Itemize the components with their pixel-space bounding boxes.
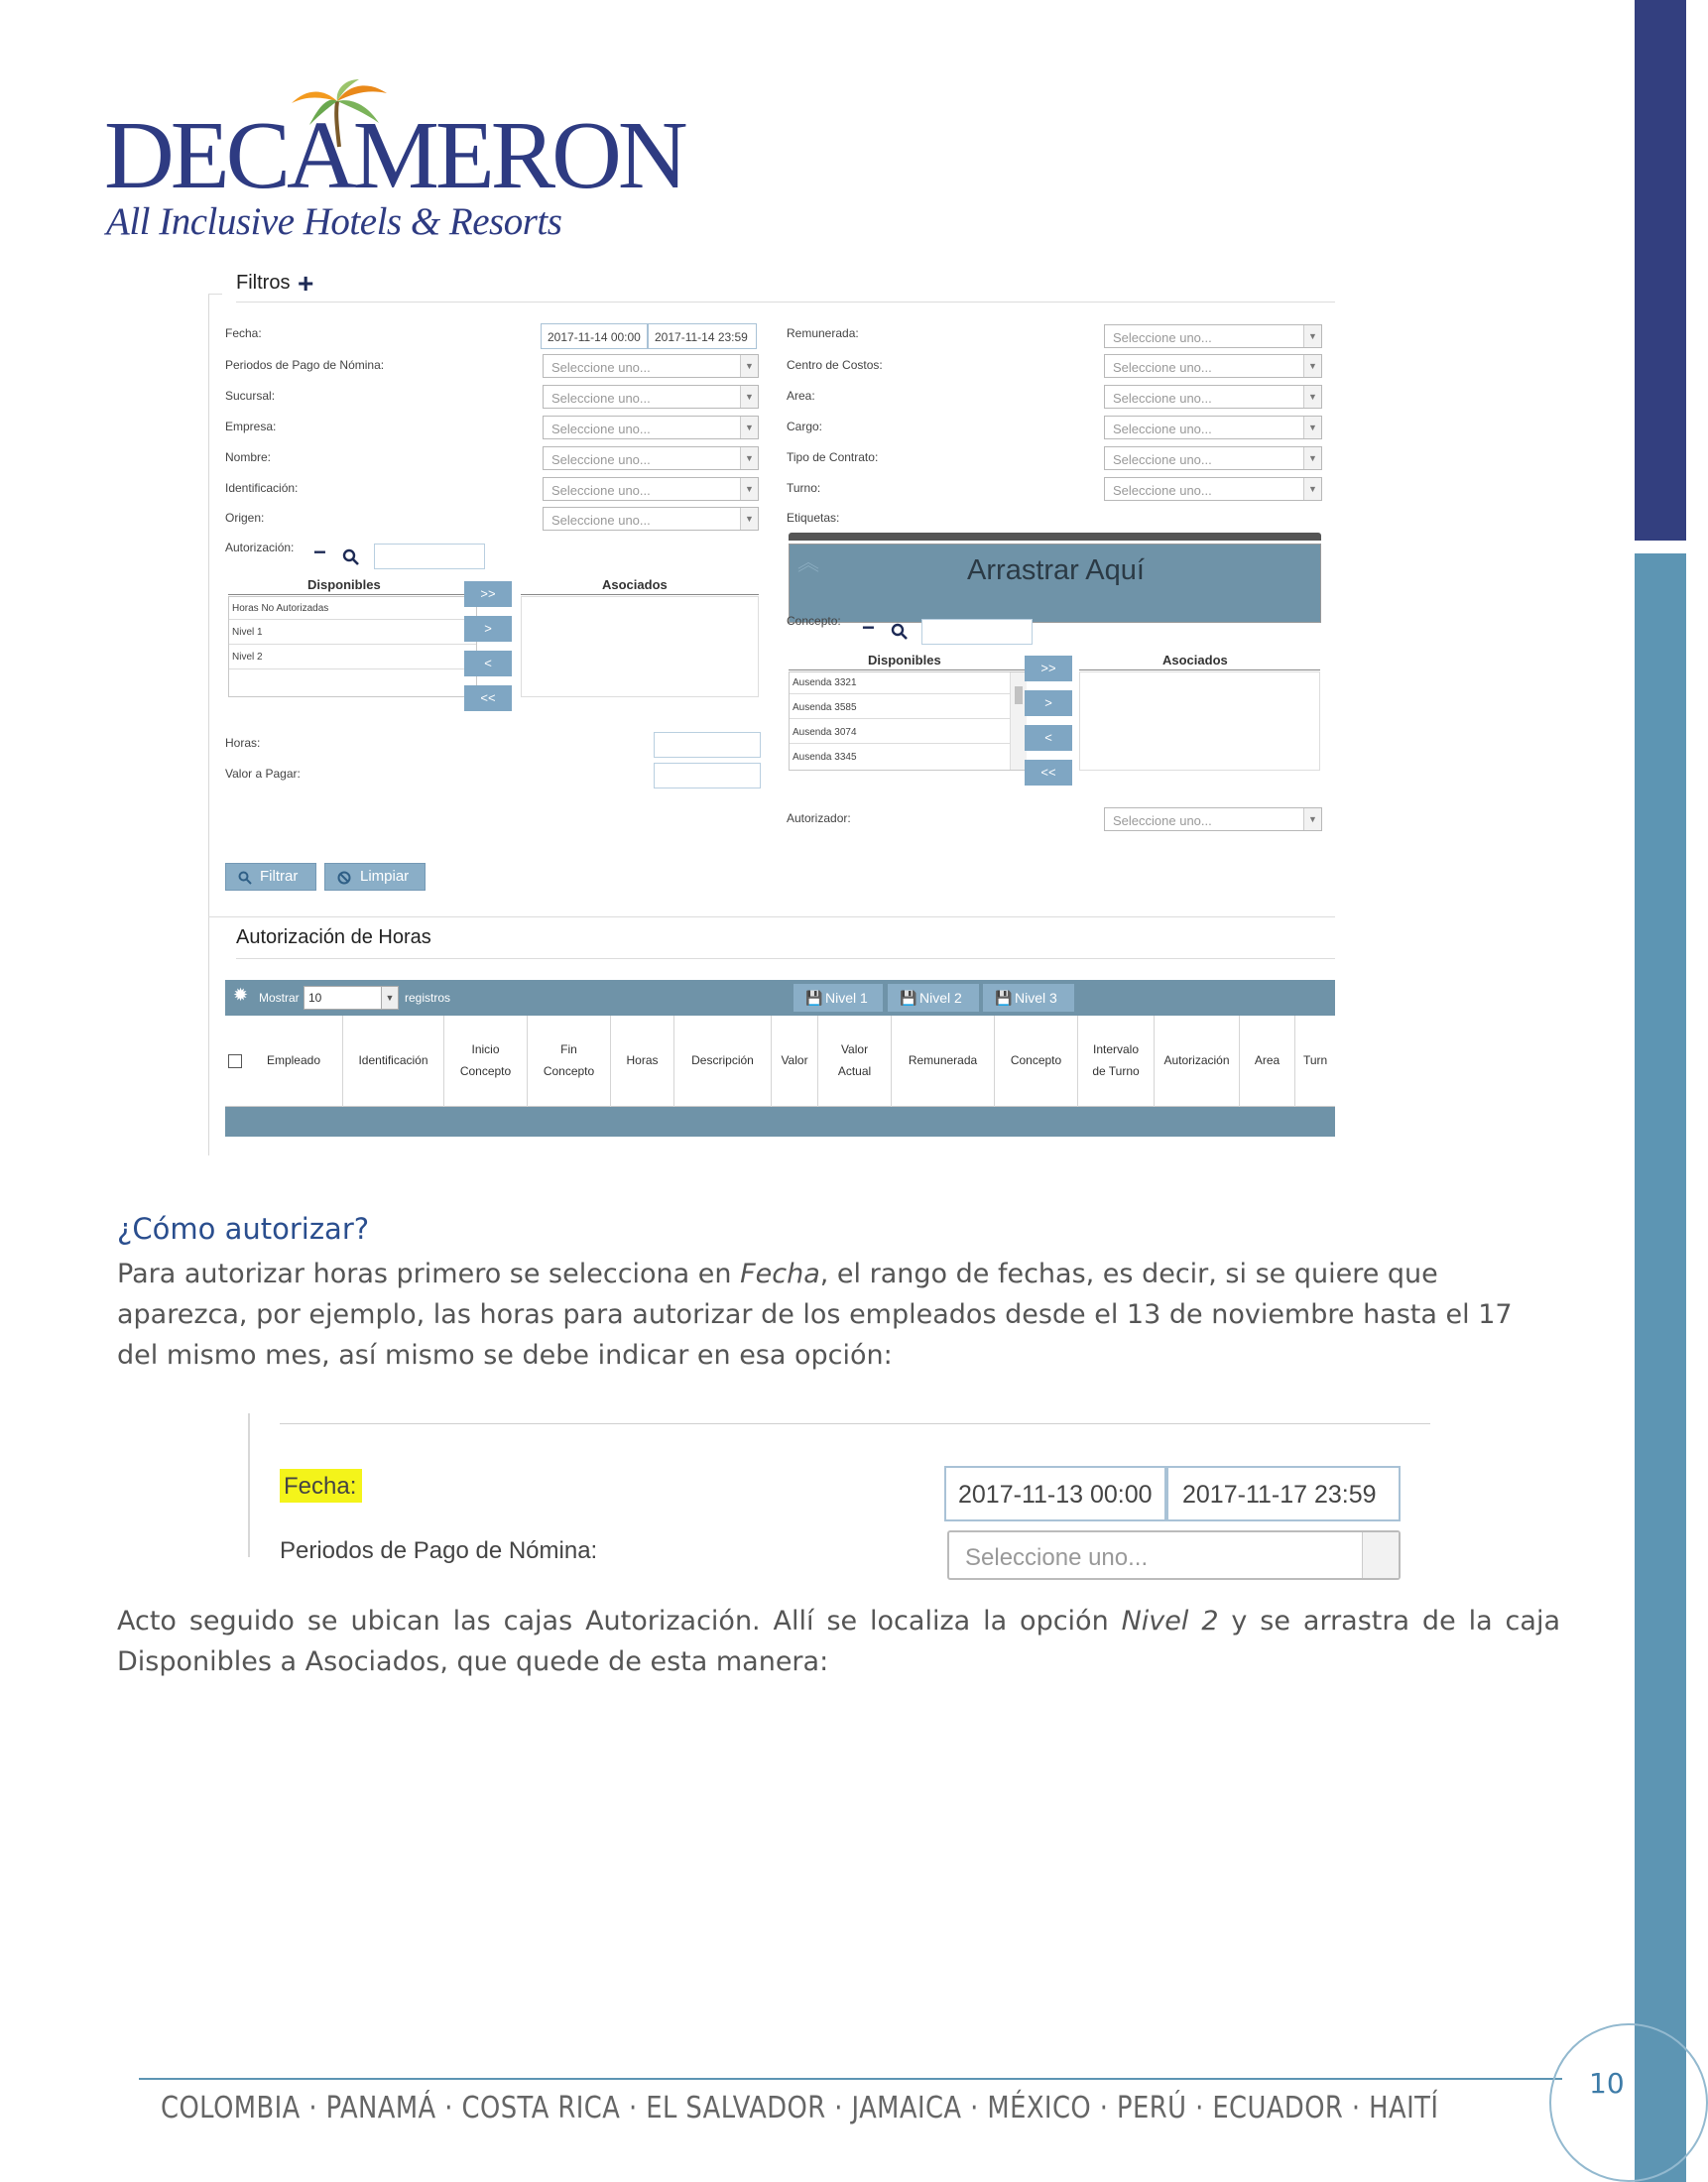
concepto-disponibles-list[interactable] — [789, 671, 1027, 771]
auth-disponibles-header: Disponibles — [307, 577, 381, 592]
chevron-down-icon: ▼ — [1303, 447, 1321, 469]
filtrar-button[interactable]: Filtrar — [225, 863, 316, 891]
logo-tagline: All Inclusive Hotels & Resorts — [106, 200, 562, 243]
page-size-select[interactable]: 10 ▼ — [304, 986, 399, 1010]
label-tipo-contrato: Tipo de Contrato: — [787, 450, 879, 464]
col-area[interactable]: Area — [1240, 1016, 1295, 1107]
paragraph-1: Para autorizar horas primero se selecciona en Fecha, el rango de fechas, es decir, si se quiere que aparezca, por ejemplo, las horas para autorizar de los empleados desde el 13 de noviembre hasta el 17 del mismo mes, así mismo se debe indicar en esa opción: — [117, 1259, 1513, 1371]
footer-divider — [139, 2078, 1562, 2080]
chevron-down-icon: ▼ — [381, 987, 398, 1009]
list-item[interactable]: Ausenda 3074 — [793, 727, 857, 738]
move-right-button[interactable]: > — [464, 616, 512, 642]
label-turno: Turno: — [787, 481, 821, 495]
autorizacion-search-input[interactable] — [374, 544, 485, 569]
label-empresa: Empresa: — [225, 420, 277, 433]
list-item[interactable]: Ausenda 3345 — [793, 752, 857, 763]
empresa-select[interactable]: Seleccione uno... ▼ — [543, 416, 759, 439]
filters-title: Filtros — [236, 272, 291, 294]
etiquetas-drop-zone[interactable] — [789, 544, 1321, 623]
section-heading: ¿Cómo autorizar? — [117, 1212, 370, 1246]
auth-disponibles-list[interactable] — [228, 596, 477, 697]
search-icon[interactable] — [342, 548, 360, 566]
col-fin-concepto[interactable]: Fin Concepto — [528, 1016, 611, 1107]
label-nombre: Nombre: — [225, 450, 272, 464]
chevron-down-icon: ▼ — [1303, 386, 1321, 408]
page-number-circle — [1549, 2023, 1708, 2182]
col-intervalo-turno[interactable]: Intervalo de Turno — [1078, 1016, 1155, 1107]
label-identificacion: Identificación: — [225, 481, 299, 495]
turno-select[interactable]: Seleccione uno... ▼ — [1104, 477, 1322, 501]
sidebar-dark-stripe — [1635, 0, 1686, 541]
label-area: Area: — [787, 389, 815, 403]
date-from-input[interactable]: 2017-11-14 00:00 — [541, 323, 648, 349]
expand-plus-icon[interactable]: + — [298, 268, 314, 299]
footer-countries: COLOMBIA · PANAMÁ · COSTA RICA · EL SALVADOR · JAMAICA · MÉXICO · PERÚ · ECUADOR · HAITÍ — [161, 2091, 1439, 2125]
auth-asociados-header: Asociados — [602, 577, 668, 592]
col-empleado[interactable]: Empleado — [245, 1016, 343, 1107]
list-item[interactable]: Ausenda 3585 — [793, 702, 857, 713]
collapse-minus-icon[interactable]: − — [313, 540, 326, 564]
nivel-1-button[interactable]: 💾 Nivel 1 — [793, 984, 883, 1012]
centro-costos-select[interactable]: Seleccione uno... ▼ — [1104, 354, 1322, 378]
nivel-3-button[interactable]: 💾 Nivel 3 — [983, 984, 1074, 1012]
col-autorizacion[interactable]: Autorización — [1155, 1016, 1240, 1107]
move-all-right-button[interactable]: >> — [464, 581, 512, 607]
horas-input[interactable] — [654, 732, 761, 758]
col-horas[interactable]: Horas — [611, 1016, 674, 1107]
clear-icon — [337, 871, 351, 885]
label-etiquetas: Etiquetas: — [787, 511, 840, 525]
limpiar-button[interactable]: Limpiar — [324, 863, 426, 891]
col-descripcion[interactable]: Descripción — [674, 1016, 772, 1107]
label-concepto: Concepto: — [787, 614, 841, 628]
chevron-down-icon: ▼ — [1303, 417, 1321, 438]
chevron-up-icon: ︽ — [797, 550, 820, 575]
zoom-date-from-input[interactable]: 2017-11-13 00:00 — [944, 1466, 1166, 1521]
select-all-checkbox[interactable] — [225, 1016, 245, 1107]
label-sucursal: Sucursal: — [225, 389, 276, 403]
paragraph-2: Acto seguido se ubican las cajas Autorización. Allí se localiza la opción Nivel 2 y se arrastra de la caja Disponibles a Asociados, que quede de esta manera: — [117, 1606, 1560, 1677]
zoom-periodos-select[interactable]: Seleccione uno... — [947, 1530, 1401, 1580]
label-centro-costos: Centro de Costos: — [787, 358, 883, 372]
panel-border — [208, 294, 209, 1155]
concepto-asociados-header: Asociados — [1162, 653, 1228, 667]
auth-asociados-list[interactable] — [521, 596, 759, 697]
gear-icon[interactable]: ✹ — [233, 985, 249, 1005]
col-valor[interactable]: Valor — [772, 1016, 818, 1107]
origen-select[interactable]: Seleccione uno... ▼ — [543, 507, 759, 531]
concepto-search-input[interactable] — [921, 619, 1033, 645]
nombre-select[interactable]: Seleccione uno... ▼ — [543, 446, 759, 470]
col-identificacion[interactable]: Identificación — [343, 1016, 444, 1107]
chevron-down-icon: ▼ — [1303, 808, 1321, 830]
concepto-asociados-list[interactable] — [1079, 671, 1320, 771]
concepto-disponibles-header: Disponibles — [868, 653, 941, 667]
label-origen: Origen: — [225, 511, 265, 525]
list-item[interactable]: Nivel 1 — [232, 627, 263, 638]
chevron-down-icon: ▼ — [1303, 355, 1321, 377]
chevron-down-icon: ▼ — [1303, 478, 1321, 500]
col-remunerada[interactable]: Remunerada — [892, 1016, 995, 1107]
fecha-zoom-screenshot — [248, 1413, 1433, 1571]
date-to-input[interactable]: 2017-11-14 23:59 — [648, 323, 757, 349]
filters-screenshot: Filtros + Fecha: Periodos de Pago de Nómina: Sucursal: Empresa: Nombre: Identificación: Origen: Autorización: 2017-11-14 00:00 2017-11-14 23:59 Seleccione uno... ▼ Seleccione uno... ▼ Seleccione uno... ▼ Seleccione uno... ▼ Seleccione uno... ▼ Seleccione uno... ▼ − Disponibles Asociados Horas No Autorizadas Nivel 1 Nivel 2 >> > < << Horas: Valor a Pagar: Remunerada: Centro de Costos: Area: Cargo: Tipo de Contrato: Turno: Etiquetas: Seleccione uno... ▼ Seleccione uno... ▼ Seleccione uno... ▼ Seleccione uno... ▼ Seleccione uno... ▼ Seleccione uno... ▼ ︽ Arrastrar Aquí Concepto: − Disponibles Asociados Ausenda 3321 Ausenda 3585 Ausenda 3074 Ausenda 3345 >> > < << Autorizador: Seleccione uno... ▼ Filtrar Limpiar Autorización de Horas ✹ Mostrar 10 ▼ registros 💾 Nivel 1 💾 Nivel 2 💾 Nivel 3 Empleado Identificación Inicio Concepto Fin Concepto Horas Descripción Valor Valor Actual Remunerada Concepto Intervalo de Turno Autorización Area Turn — [208, 268, 1335, 1155]
chevron-down-icon: ▼ — [740, 508, 758, 530]
autorizador-select[interactable]: Seleccione uno... ▼ — [1104, 807, 1322, 831]
save-icon: 💾 — [900, 990, 917, 1006]
logo-wordmark: DECAMERON — [104, 102, 684, 209]
move-all-left-button[interactable]: << — [464, 685, 512, 711]
concepto-move-all-left-button[interactable]: << — [1025, 760, 1072, 786]
save-icon: 💾 — [995, 990, 1013, 1006]
concepto-move-right-button[interactable]: > — [1025, 690, 1072, 716]
label-valor-pagar: Valor a Pagar: — [225, 767, 301, 781]
list-item[interactable]: Horas No Autorizadas — [232, 603, 329, 614]
list-item[interactable]: Ausenda 3321 — [793, 677, 857, 688]
save-icon: 💾 — [805, 990, 823, 1006]
label-remunerada: Remunerada: — [787, 326, 859, 340]
valor-pagar-input[interactable] — [654, 763, 761, 788]
tipo-contrato-select[interactable]: Seleccione uno... ▼ — [1104, 446, 1322, 470]
label-autorizacion: Autorización: — [225, 541, 295, 554]
chevron-down-icon: ▼ — [740, 386, 758, 408]
chevron-down-icon: ▼ — [740, 447, 758, 469]
search-icon — [238, 871, 252, 885]
remunerada-select[interactable]: Seleccione uno... ▼ — [1104, 324, 1322, 348]
zoom-date-to-input[interactable]: 2017-11-17 23:59 — [1166, 1466, 1401, 1521]
zoom-periodos-label: Periodos de Pago de Nómina: — [280, 1537, 598, 1564]
concepto-move-left-button[interactable]: < — [1025, 725, 1072, 751]
col-inicio-concepto[interactable]: Inicio Concepto — [444, 1016, 528, 1107]
nivel-2-button[interactable]: 💾 Nivel 2 — [888, 984, 979, 1012]
chevron-down-icon: ▼ — [740, 478, 758, 500]
col-valor-actual[interactable]: Valor Actual — [818, 1016, 892, 1107]
cargo-select[interactable]: Seleccione uno... ▼ — [1104, 416, 1322, 439]
label-cargo: Cargo: — [787, 420, 823, 433]
fecha-label-highlighted: Fecha: — [280, 1469, 362, 1503]
chevron-down-icon: ▼ — [1303, 325, 1321, 347]
search-icon[interactable] — [891, 623, 909, 641]
chevron-down-icon: ▼ — [740, 417, 758, 438]
sucursal-select[interactable]: Seleccione uno... ▼ — [543, 385, 759, 409]
drag-here-text: Arrastrar Aquí — [967, 554, 1145, 586]
concepto-move-all-right-button[interactable]: >> — [1025, 656, 1072, 681]
identificacion-select[interactable]: Seleccione uno... ▼ — [543, 477, 759, 501]
col-concepto[interactable]: Concepto — [995, 1016, 1078, 1107]
list-scrollbar[interactable] — [1010, 672, 1027, 770]
area-select[interactable]: Seleccione uno... ▼ — [1104, 385, 1322, 409]
move-left-button[interactable]: < — [464, 651, 512, 676]
collapse-minus-icon[interactable]: − — [862, 615, 875, 640]
grid-footer — [225, 1107, 1335, 1137]
label-fecha: Fecha: — [225, 326, 262, 340]
col-turno[interactable]: Turn — [1303, 1053, 1328, 1068]
page-number: 10 — [1589, 2067, 1625, 2100]
label-horas: Horas: — [225, 736, 261, 750]
scrollbar-thumb[interactable] — [1015, 686, 1023, 704]
chevron-down-icon: ▼ — [740, 355, 758, 377]
chevron-down-icon — [1362, 1532, 1399, 1578]
label-autorizador: Autorizador: — [787, 811, 851, 825]
periodos-select[interactable]: Seleccione uno... ▼ — [543, 354, 759, 378]
list-item[interactable]: Nivel 2 — [232, 652, 263, 663]
auth-section-title: Autorización de Horas — [236, 926, 431, 948]
sidebar-light-stripe — [1635, 553, 1686, 2182]
label-periodos: Periodos de Pago de Nómina: — [225, 358, 385, 372]
